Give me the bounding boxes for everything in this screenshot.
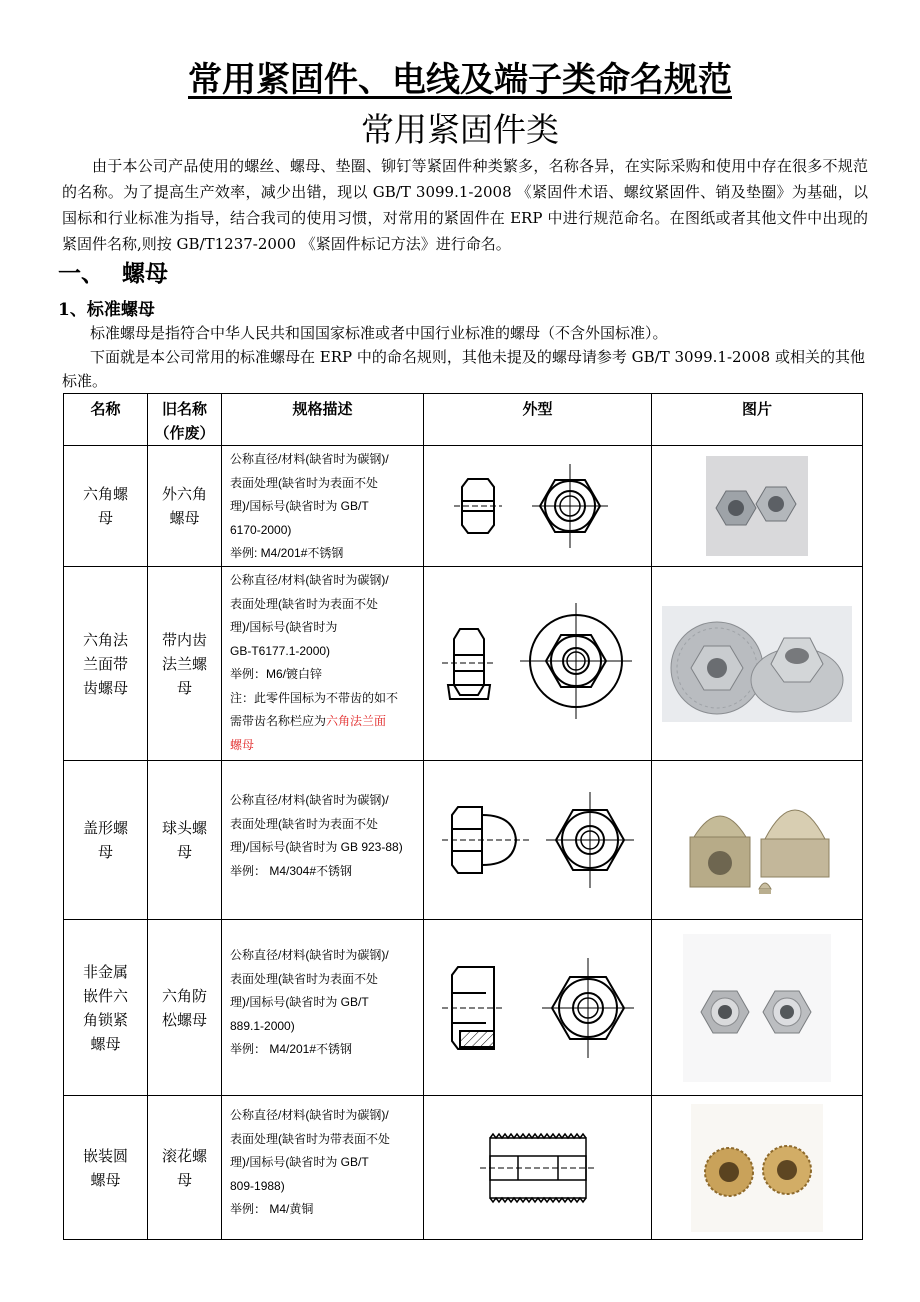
section-heading bbox=[58, 258, 168, 290]
spec-line: 809-1988) bbox=[230, 1178, 285, 1193]
shape-cell bbox=[424, 446, 652, 567]
spec-line: 表面处理(缺省时为表面不处 bbox=[230, 816, 378, 831]
old-name-text: 球头螺母 bbox=[161, 819, 207, 861]
spec-line: 公称直径/材料(缺省时为碳钢)/ bbox=[230, 452, 389, 466]
table-header-row bbox=[64, 394, 863, 446]
old-name-cell bbox=[148, 761, 222, 920]
name-text: 盖形螺母 bbox=[82, 819, 128, 861]
spec-cell bbox=[222, 920, 424, 1096]
shape-cell bbox=[424, 920, 652, 1096]
photo-cell bbox=[652, 761, 863, 920]
name-cell bbox=[64, 761, 148, 920]
cap-nut-photo-icon bbox=[665, 775, 849, 905]
spec-cell bbox=[222, 567, 424, 761]
photo-cell bbox=[652, 1096, 863, 1240]
spec-line: 公称直径/材料(缺省时为碳钢)/ bbox=[230, 573, 389, 587]
shape-cell bbox=[424, 567, 652, 761]
name-text: 非金属嵌件六角锁紧螺母 bbox=[82, 962, 128, 1053]
spec-line: 表面处理(缺省时为带表面不处 bbox=[230, 1131, 390, 1146]
knurled-nut-photo-icon bbox=[691, 1104, 823, 1232]
table-row bbox=[64, 567, 863, 761]
hex-nut-drawing-icon bbox=[448, 461, 628, 551]
header-spec: 规格描述 bbox=[222, 394, 424, 446]
header-shape: 外型 bbox=[424, 394, 652, 446]
name-cell bbox=[64, 567, 148, 761]
spec-line: 理)/国标号(缺省时为 GB/T bbox=[230, 995, 369, 1009]
old-name-text: 六角防松螺母 bbox=[161, 986, 207, 1029]
old-name-text: 外六角螺母 bbox=[161, 485, 207, 527]
spec-line: 6170-2000) bbox=[230, 522, 292, 537]
name-text: 嵌装圆螺母 bbox=[82, 1146, 128, 1189]
header-name: 名称 bbox=[64, 394, 148, 446]
old-name-cell bbox=[148, 446, 222, 567]
photo-cell bbox=[652, 567, 863, 761]
definition-paragraph: 标准螺母是指符合中华人民共和国国家标准或者中国行业标准的螺母（不含外国标准）。 bbox=[90, 324, 668, 342]
shape-cell bbox=[424, 761, 652, 920]
page-title: 常用紧固件、电线及端子类命名规范 bbox=[188, 60, 732, 100]
spec-note-text: 需带齿名称栏应为 bbox=[230, 714, 327, 728]
cap-nut-drawing-icon bbox=[438, 785, 638, 895]
spec-line bbox=[230, 710, 419, 734]
spec-cell bbox=[222, 446, 424, 567]
name-text: 六角法兰面带齿螺母 bbox=[82, 630, 128, 697]
knurled-nut-drawing-icon bbox=[478, 1128, 598, 1208]
spec-line: 表面处理(缺省时为表面不处 bbox=[230, 475, 378, 490]
old-name-cell bbox=[148, 920, 222, 1096]
photo-cell bbox=[652, 446, 863, 567]
hex-nut-photo-icon bbox=[706, 456, 808, 556]
name-cell bbox=[64, 920, 148, 1096]
spec-cell bbox=[222, 761, 424, 920]
spec-line: 公称直径/材料(缺省时为碳钢)/ bbox=[230, 948, 389, 962]
old-name-cell bbox=[148, 567, 222, 761]
table-row bbox=[64, 446, 863, 567]
old-name-text: 滚花螺母 bbox=[161, 1146, 207, 1189]
lock-nut-photo-icon bbox=[683, 934, 831, 1082]
old-name-text: 带内齿法兰螺母 bbox=[161, 630, 207, 697]
photo-cell bbox=[652, 920, 863, 1096]
subsection-heading: 1、标准螺母 bbox=[58, 300, 155, 320]
spec-note-highlight: 螺母 bbox=[230, 737, 255, 752]
spec-cell bbox=[222, 1096, 424, 1240]
old-name-cell bbox=[148, 1096, 222, 1240]
spec-line: 表面处理(缺省时为表面不处 bbox=[230, 596, 378, 611]
flange-nut-photo-icon bbox=[662, 606, 852, 722]
rule-paragraph: 下面就是本公司常用的标准螺母在 ERP 中的命名规则，其他未提及的螺母请参考 GB/T 3099.1-2008 或相关的其他标准。 bbox=[62, 348, 865, 390]
spec-line: 举例： M4/201#不锈钢 bbox=[230, 1042, 353, 1056]
spec-line: GB-T6177.1-2000) bbox=[230, 643, 331, 658]
spec-line: 注：此零件国标为不带齿的如不 bbox=[230, 690, 399, 705]
header-old-name-text: 旧名称（作废） bbox=[154, 400, 215, 442]
table-row bbox=[64, 1096, 863, 1240]
spec-line: 889.1-2000) bbox=[230, 1018, 295, 1033]
spec-line: 理)/国标号(缺省时为 bbox=[230, 620, 338, 634]
spec-line: 举例： M4/304#不锈钢 bbox=[230, 863, 353, 878]
section-title: 螺母 bbox=[122, 260, 168, 287]
section-number: 一、 bbox=[58, 260, 104, 287]
name-cell bbox=[64, 446, 148, 567]
header-photo: 图片 bbox=[652, 394, 863, 446]
spec-line: 举例: M4/201#不锈钢 bbox=[230, 546, 344, 560]
table-row bbox=[64, 761, 863, 920]
spec-line: 公称直径/材料(缺省时为碳钢)/ bbox=[230, 793, 389, 807]
name-cell bbox=[64, 1096, 148, 1240]
flange-nut-drawing-icon bbox=[438, 599, 638, 729]
spec-line: 表面处理(缺省时为表面不处 bbox=[230, 971, 378, 986]
spec-line: 理)/国标号(缺省时为 GB/T bbox=[230, 499, 369, 513]
spec-line: 举例：M6/镀白锌 bbox=[230, 667, 323, 681]
lock-nut-drawing-icon bbox=[438, 953, 638, 1063]
spec-note-highlight: 六角法兰面 bbox=[326, 714, 387, 728]
spec-line: 举例： M4/黄铜 bbox=[230, 1202, 314, 1216]
header-old-name bbox=[148, 394, 222, 446]
nut-naming-table bbox=[63, 393, 863, 1240]
shape-cell bbox=[424, 1096, 652, 1240]
spec-line: 公称直径/材料(缺省时为碳钢)/ bbox=[230, 1108, 389, 1122]
table-row bbox=[64, 920, 863, 1096]
spec-line: 理)/国标号(缺省时为 GB/T bbox=[230, 1155, 369, 1169]
spec-line: 理)/国标号(缺省时为 GB 923-88) bbox=[230, 840, 403, 854]
name-text: 六角螺母 bbox=[82, 485, 128, 527]
page-subtitle: 常用紧固件类 bbox=[361, 110, 559, 149]
intro-paragraph: 由于本公司产品使用的螺丝、螺母、垫圈、铆钉等紧固件种类繁多，名称各异，在实际采购和使用中存在很多不规范的名称。为了提高生产效率，减少出错，现以 GB/T 3099.1-2008 《紧固件术语、螺纹紧固件、销及垫圈》为基础，以国标和行业标准为指导，结合我司的使用习惯，对常用的紧固件在 ERP 中进行规范命名。在图纸或者其他文件中出现的紧固件名称,则按 GB/T1237-2000 《紧固件标记方法》进行命名。 bbox=[62, 157, 868, 253]
